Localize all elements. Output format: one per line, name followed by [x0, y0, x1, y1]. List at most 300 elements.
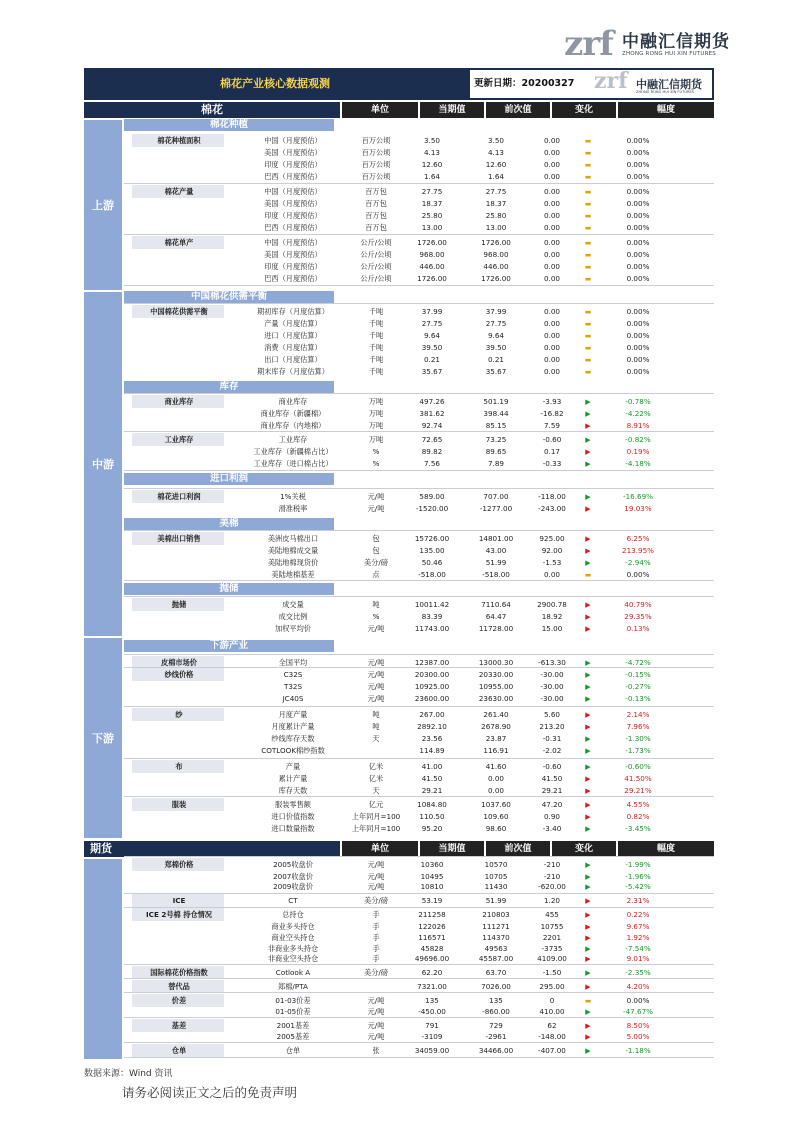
row-current-value: 0.21 [423, 355, 440, 364]
table-row [124, 261, 714, 273]
row-group-label: 抛储 [171, 600, 187, 609]
row-change: -148.00 [538, 1032, 566, 1041]
row-current-value: 49696.00 [414, 954, 450, 963]
table-row [124, 306, 714, 318]
report-title-bar [84, 68, 714, 100]
row-percent: -1.99% [625, 860, 651, 869]
row-current-value: 7321.00 [417, 982, 447, 991]
table-row [124, 761, 714, 773]
row-change: 0.00 [543, 262, 560, 271]
row-change: 29.21 [541, 786, 563, 795]
row-group-label: 郑棉价格 [164, 860, 194, 869]
row-previous-value: 707.00 [483, 492, 509, 501]
table-row [124, 446, 714, 458]
row-indicator: 成交量 [282, 600, 304, 609]
row-divider [124, 303, 714, 304]
row-group-label: 纱线价格 [164, 670, 194, 679]
row-indicator: JC40S [282, 694, 304, 703]
row-indicator: 库存天数 [278, 786, 308, 795]
row-indicator: 美国（月度预估） [264, 199, 322, 208]
row-unit: 上年同月=100 [351, 812, 401, 821]
row-divider [124, 488, 714, 489]
row-percent: 0.00% [626, 319, 650, 328]
row-previous-value: 114370 [482, 933, 510, 942]
row-previous-value: 210803 [482, 910, 510, 919]
row-indicator: 美国（月度预估） [264, 148, 322, 157]
row-previous-value: 111271 [482, 922, 510, 931]
flag-down-icon: ▶ [585, 493, 591, 501]
row-unit: 元/吨 [367, 1021, 385, 1030]
row-unit: 千吨 [368, 319, 384, 328]
row-percent: -4.22% [625, 409, 651, 418]
row-current-value: 50.46 [421, 558, 443, 567]
row-change: 295.00 [539, 982, 565, 991]
row-indicator: 巴西（月度预估） [264, 274, 322, 283]
table-row [124, 669, 714, 681]
logo-en: ZHONG RONG HUI XIN FUTURES [622, 51, 716, 57]
dash-flat-icon: ▬ [584, 149, 592, 157]
row-percent: -47.67% [623, 1007, 653, 1016]
row-percent: -7.54% [625, 944, 651, 953]
row-previous-value: 25.80 [485, 211, 507, 220]
row-current-value: 27.75 [421, 187, 443, 196]
row-indicator: 1%关税 [280, 492, 306, 501]
row-unit: 吨 [372, 600, 380, 609]
flag-up-icon: ▶ [585, 955, 591, 963]
row-current-value: 13.00 [421, 223, 443, 232]
flag-up-icon: ▶ [585, 813, 591, 821]
row-indicator: 2001基差 [276, 1021, 310, 1030]
row-unit: 百万包 [365, 187, 387, 196]
row-change: -30.00 [540, 682, 564, 691]
row-indicator: 美陆地棉基差 [271, 570, 315, 579]
table-row [124, 249, 714, 261]
row-percent: -0.60% [625, 762, 651, 771]
row-previous-value: 4.13 [487, 148, 504, 157]
row-current-value: 23600.00 [414, 694, 450, 703]
row-current-value: 92.74 [421, 421, 443, 430]
row-change: -1.53 [542, 558, 562, 567]
table-row [124, 545, 714, 557]
row-percent: -0.15% [625, 670, 651, 679]
band-supply-demand: 中国棉花供需平衡 [124, 291, 334, 303]
flag-down-icon: ▶ [585, 945, 591, 953]
row-change: 5.60 [543, 710, 560, 719]
row-current-value: 1084.80 [417, 800, 447, 809]
row-previous-value: 23630.00 [478, 694, 514, 703]
table-row [124, 773, 714, 785]
row-unit: 亿米 [368, 762, 384, 771]
row-divider [124, 856, 714, 857]
dash-flat-icon: ▬ [584, 320, 592, 328]
row-current-value: 1726.00 [417, 274, 447, 283]
row-indicator: 进口（月度估算） [264, 331, 322, 340]
flag-up-icon: ▶ [585, 448, 591, 456]
table-row [124, 135, 714, 147]
row-unit: 公斤/公顷 [360, 262, 392, 271]
row-indicator: 2005收盘价 [273, 860, 313, 869]
row-change: 92.00 [541, 546, 563, 555]
row-divider [124, 183, 714, 184]
table-row [124, 799, 714, 811]
row-percent: 29.35% [624, 612, 652, 621]
row-percent: 2.31% [626, 896, 650, 905]
row-indicator: 服装零售额 [275, 800, 311, 809]
row-indicator: 出口（月度估算） [264, 355, 322, 364]
row-current-value: 27.75 [421, 319, 443, 328]
row-group-label: 纱 [175, 710, 183, 719]
table-row [124, 981, 714, 993]
row-indicator: 工业库存 [278, 435, 308, 444]
row-percent: 0.82% [626, 812, 650, 821]
row-indicator: 加权平均价 [275, 624, 311, 633]
row-indicator: 非商业空头持仓 [267, 954, 319, 963]
row-current-value: 135.00 [419, 546, 445, 555]
region-futures-side [84, 859, 122, 1059]
row-current-value: 211258 [418, 910, 446, 919]
table-row [124, 491, 714, 503]
row-percent: 5.00% [626, 1032, 650, 1041]
row-percent: -1.96% [625, 872, 651, 881]
row-divider [124, 470, 714, 471]
flag-down-icon: ▶ [585, 436, 591, 444]
row-percent: 0.00% [626, 570, 650, 579]
row-indicator: 中国（月度预估） [264, 136, 322, 145]
row-current-value: 381.62 [419, 409, 445, 418]
row-group-label: 国际棉花价格指数 [150, 968, 208, 977]
row-previous-value: 1037.60 [481, 800, 511, 809]
row-current-value: 968.00 [419, 250, 445, 259]
row-change: 10755 [540, 922, 564, 931]
row-group-label: 布 [175, 762, 183, 771]
table-row [124, 733, 714, 745]
row-change: -2.02 [542, 746, 562, 755]
row-unit: 元/吨 [367, 670, 385, 679]
row-previous-value: 89.65 [485, 447, 507, 456]
row-current-value: 135 [425, 996, 439, 1005]
row-percent: 0.00% [626, 136, 650, 145]
row-indicator: 工业库存（新疆棉占比） [253, 447, 333, 456]
dash-flat-icon: ▬ [584, 239, 592, 247]
row-previous-value: 7110.64 [481, 600, 511, 609]
row-unit: 万吨 [368, 435, 384, 444]
row-unit: 张 [372, 1046, 380, 1055]
col-percent: 幅度 [618, 841, 714, 857]
flag-down-icon: ▶ [585, 873, 591, 881]
row-unit: 元/吨 [367, 1032, 385, 1041]
row-indicator: 仓单 [285, 1046, 301, 1055]
row-percent: 4.55% [626, 800, 650, 809]
row-previous-value: 10955.00 [478, 682, 514, 691]
row-unit: 千吨 [368, 367, 384, 376]
disclaimer: 请务必阅读正文之后的免责声明 [122, 1085, 298, 1100]
row-current-value: 10925.00 [414, 682, 450, 691]
row-previous-value: 41.60 [485, 762, 507, 771]
row-indicator: 累计产量 [278, 774, 308, 783]
dash-flat-icon: ▬ [584, 161, 592, 169]
row-percent: -4.72% [625, 658, 651, 667]
row-percent: 9.01% [626, 954, 650, 963]
row-group-label: 棉花种植面积 [157, 136, 201, 145]
dash-flat-icon: ▬ [584, 997, 592, 1005]
row-percent: 0.00% [626, 187, 650, 196]
row-change: 0.90 [543, 812, 560, 821]
row-change: -407.00 [538, 1046, 566, 1055]
row-divider [124, 907, 714, 908]
row-percent: 0.22% [626, 910, 650, 919]
row-percent: 29.21% [624, 786, 652, 795]
row-indicator: 纱线库存天数 [271, 734, 315, 743]
table-row [124, 354, 714, 366]
row-current-value: 89.82 [421, 447, 443, 456]
row-unit: 千吨 [368, 331, 384, 340]
row-divider [124, 1057, 714, 1058]
row-unit: 万吨 [368, 421, 384, 430]
row-change: -210 [543, 872, 561, 881]
row-change: -613.30 [538, 658, 566, 667]
row-change: -30.00 [540, 670, 564, 679]
row-unit: % [372, 447, 380, 456]
row-previous-value: 968.00 [483, 250, 509, 259]
row-indicator: 印度（月度预估） [264, 262, 322, 271]
row-unit: 天 [372, 786, 380, 795]
band-import-profit: 进口利润 [124, 473, 334, 485]
row-change: 0.00 [543, 172, 560, 181]
table-row [124, 503, 714, 515]
table-row [124, 434, 714, 446]
row-indicator: 商业多头持仓 [271, 922, 315, 931]
row-previous-value: 10570 [484, 860, 508, 869]
row-previous-value: 34466.00 [478, 1046, 514, 1055]
row-change: -3735 [541, 944, 563, 953]
row-unit: 百万公顷 [361, 148, 391, 157]
table-row [124, 237, 714, 249]
row-previous-value: -2961 [485, 1032, 507, 1041]
row-percent: -0.78% [625, 397, 651, 406]
flag-up-icon: ▶ [585, 711, 591, 719]
flag-down-icon: ▶ [585, 683, 591, 691]
row-unit: 美分/磅 [364, 968, 388, 977]
dash-flat-icon: ▬ [584, 224, 592, 232]
row-unit: 百万包 [365, 211, 387, 220]
row-indicator: 美陆地棉成交量 [267, 546, 319, 555]
flag-up-icon: ▶ [585, 613, 591, 621]
row-unit: 手 [372, 954, 380, 963]
row-percent: -16.69% [623, 492, 653, 501]
row-group-label: 棉花单产 [164, 238, 194, 247]
row-percent: 0.00% [626, 238, 650, 247]
row-previous-value: 135 [489, 996, 503, 1005]
table-row [124, 569, 714, 581]
flag-down-icon: ▶ [585, 460, 591, 468]
row-indicator: 全国平均 [278, 658, 308, 667]
row-unit: 公斤/公顷 [360, 250, 392, 259]
col-current: 当期值 [420, 102, 484, 118]
table-row [124, 745, 714, 757]
row-current-value: 2892.10 [417, 722, 447, 731]
row-change: -210 [543, 860, 561, 869]
row-percent: -2.94% [625, 558, 651, 567]
row-current-value: 1.64 [423, 172, 440, 181]
row-current-value: 41.50 [421, 774, 443, 783]
row-indicator: 总持仓 [282, 910, 304, 919]
row-change: 0.00 [543, 136, 560, 145]
row-change: 0.00 [543, 199, 560, 208]
row-unit: % [372, 612, 380, 621]
table-row [124, 159, 714, 171]
flag-up-icon: ▶ [585, 897, 591, 905]
row-current-value: 267.00 [419, 710, 445, 719]
flag-down-icon: ▶ [585, 969, 591, 977]
row-change: -3.93 [542, 397, 562, 406]
row-divider [124, 893, 714, 894]
flag-up-icon: ▶ [585, 787, 591, 795]
row-indicator: 非商业多头持仓 [267, 944, 319, 953]
col-change: 变化 [552, 841, 616, 857]
row-current-value: 12387.00 [414, 658, 450, 667]
row-change: 0.00 [543, 331, 560, 340]
row-change: 7.59 [543, 421, 560, 430]
table-row [124, 611, 714, 623]
row-percent: 0.00% [626, 331, 650, 340]
row-indicator: 中国（月度预估） [264, 187, 322, 196]
row-percent: 2.14% [626, 710, 650, 719]
dash-flat-icon: ▬ [584, 332, 592, 340]
region-downstream: 下游 [84, 638, 122, 838]
row-group-label: ICE [172, 896, 186, 905]
row-current-value: 11743.00 [414, 624, 450, 633]
row-previous-value: 12.60 [485, 160, 507, 169]
small-logo: zrf 中融汇信期货 ZHONG RONG HUI XIN FUTURES [590, 70, 712, 98]
row-percent: -1.30% [625, 734, 651, 743]
row-change: 2201 [542, 933, 562, 942]
row-previous-value: 64.47 [485, 612, 507, 621]
row-indicator: CT [288, 896, 298, 905]
row-change: -243.00 [538, 504, 566, 513]
flag-down-icon: ▶ [585, 398, 591, 406]
table-row [124, 198, 714, 210]
row-unit: 元/吨 [367, 996, 385, 1005]
flag-up-icon: ▶ [585, 923, 591, 931]
row-percent: -0.82% [625, 435, 651, 444]
row-percent: -5.42% [625, 882, 651, 891]
row-change: 0.17 [543, 447, 560, 456]
row-previous-value: 3.50 [487, 136, 504, 145]
row-previous-value: 18.37 [485, 199, 507, 208]
row-unit: 吨 [372, 722, 380, 731]
row-unit: 万吨 [368, 409, 384, 418]
row-unit: 亿元 [368, 800, 384, 809]
col-percent: 幅度 [618, 102, 714, 118]
table-row [124, 171, 714, 183]
row-indicator: 印度（月度预估） [264, 211, 322, 220]
table-row [124, 721, 714, 733]
row-indicator: T32S [283, 682, 303, 691]
row-current-value: 110.50 [419, 812, 445, 821]
flag-up-icon: ▶ [585, 601, 591, 609]
row-current-value: 1726.00 [417, 238, 447, 247]
flag-down-icon: ▶ [585, 659, 591, 667]
row-previous-value: 63.70 [485, 968, 507, 977]
row-indicator: 巴西（月度预估） [264, 223, 322, 232]
row-previous-value: 261.40 [483, 710, 509, 719]
row-unit: 千吨 [368, 307, 384, 316]
row-percent: 0.00% [626, 307, 650, 316]
row-previous-value: 43.00 [485, 546, 507, 555]
row-previous-value: 1.64 [487, 172, 504, 181]
row-group-label: 棉花产量 [164, 187, 194, 196]
row-change: 0.00 [543, 223, 560, 232]
row-change: 18.92 [541, 612, 563, 621]
table-row [124, 693, 714, 705]
table-row [124, 366, 714, 378]
row-percent: 8.50% [626, 1021, 650, 1030]
table-row [124, 859, 714, 871]
table-row [124, 681, 714, 693]
row-indicator: 2007收盘价 [273, 872, 313, 881]
row-current-value: 4.13 [423, 148, 440, 157]
row-unit: 千吨 [368, 355, 384, 364]
row-group-label: 中国棉花供需平衡 [150, 307, 208, 316]
row-change: 47.20 [541, 800, 563, 809]
row-change: 4109.00 [537, 954, 567, 963]
row-current-value: 34059.00 [414, 1046, 450, 1055]
row-percent: 6.25% [626, 534, 650, 543]
row-change: 15.00 [541, 624, 563, 633]
row-indicator: 商业库存（内地棉） [260, 421, 326, 430]
row-unit: 百万包 [365, 199, 387, 208]
dash-flat-icon: ▬ [584, 200, 592, 208]
flag-down-icon: ▶ [585, 861, 591, 869]
flag-down-icon: ▶ [585, 825, 591, 833]
row-group-label: ICE 2号棉 持仓情况 [146, 910, 212, 919]
flag-down-icon: ▶ [585, 695, 591, 703]
row-change: -118.00 [538, 492, 566, 501]
row-previous-value: 729 [489, 1021, 503, 1030]
band-us-cotton: 美棉 [124, 518, 334, 530]
row-indicator: 商业库存 [278, 397, 308, 406]
row-current-value: 10011.42 [414, 600, 450, 609]
row-unit: 千吨 [368, 343, 384, 352]
row-previous-value: 37.99 [485, 307, 507, 316]
row-current-value: 446.00 [419, 262, 445, 271]
row-previous-value: 49563 [484, 944, 508, 953]
row-percent: -0.27% [625, 682, 651, 691]
row-percent: 4.20% [626, 982, 650, 991]
table-row [124, 709, 714, 721]
table-row [124, 342, 714, 354]
row-previous-value: 11728.00 [478, 624, 514, 633]
row-unit: 元/吨 [367, 682, 385, 691]
row-percent: 40.79% [624, 600, 652, 609]
row-unit: 公斤/公顷 [360, 238, 392, 247]
row-indicator: Cotlook A [275, 968, 311, 977]
table-row [124, 210, 714, 222]
row-change: 0.00 [543, 160, 560, 169]
company-logo [556, 22, 756, 68]
row-indicator: 月度产量 [278, 710, 308, 719]
flag-down-icon: ▶ [585, 671, 591, 679]
row-percent: 0.00% [626, 996, 650, 1005]
dash-flat-icon: ▬ [584, 356, 592, 364]
table-row [124, 1045, 714, 1057]
row-indicator: 2009收盘价 [273, 882, 313, 891]
row-percent: 1.92% [626, 933, 650, 942]
col-change: 变化 [552, 102, 616, 118]
row-indicator: 印度（月度预估） [264, 160, 322, 169]
row-indicator: 郑棉/PTA [278, 982, 308, 991]
row-percent: -4.18% [625, 459, 651, 468]
